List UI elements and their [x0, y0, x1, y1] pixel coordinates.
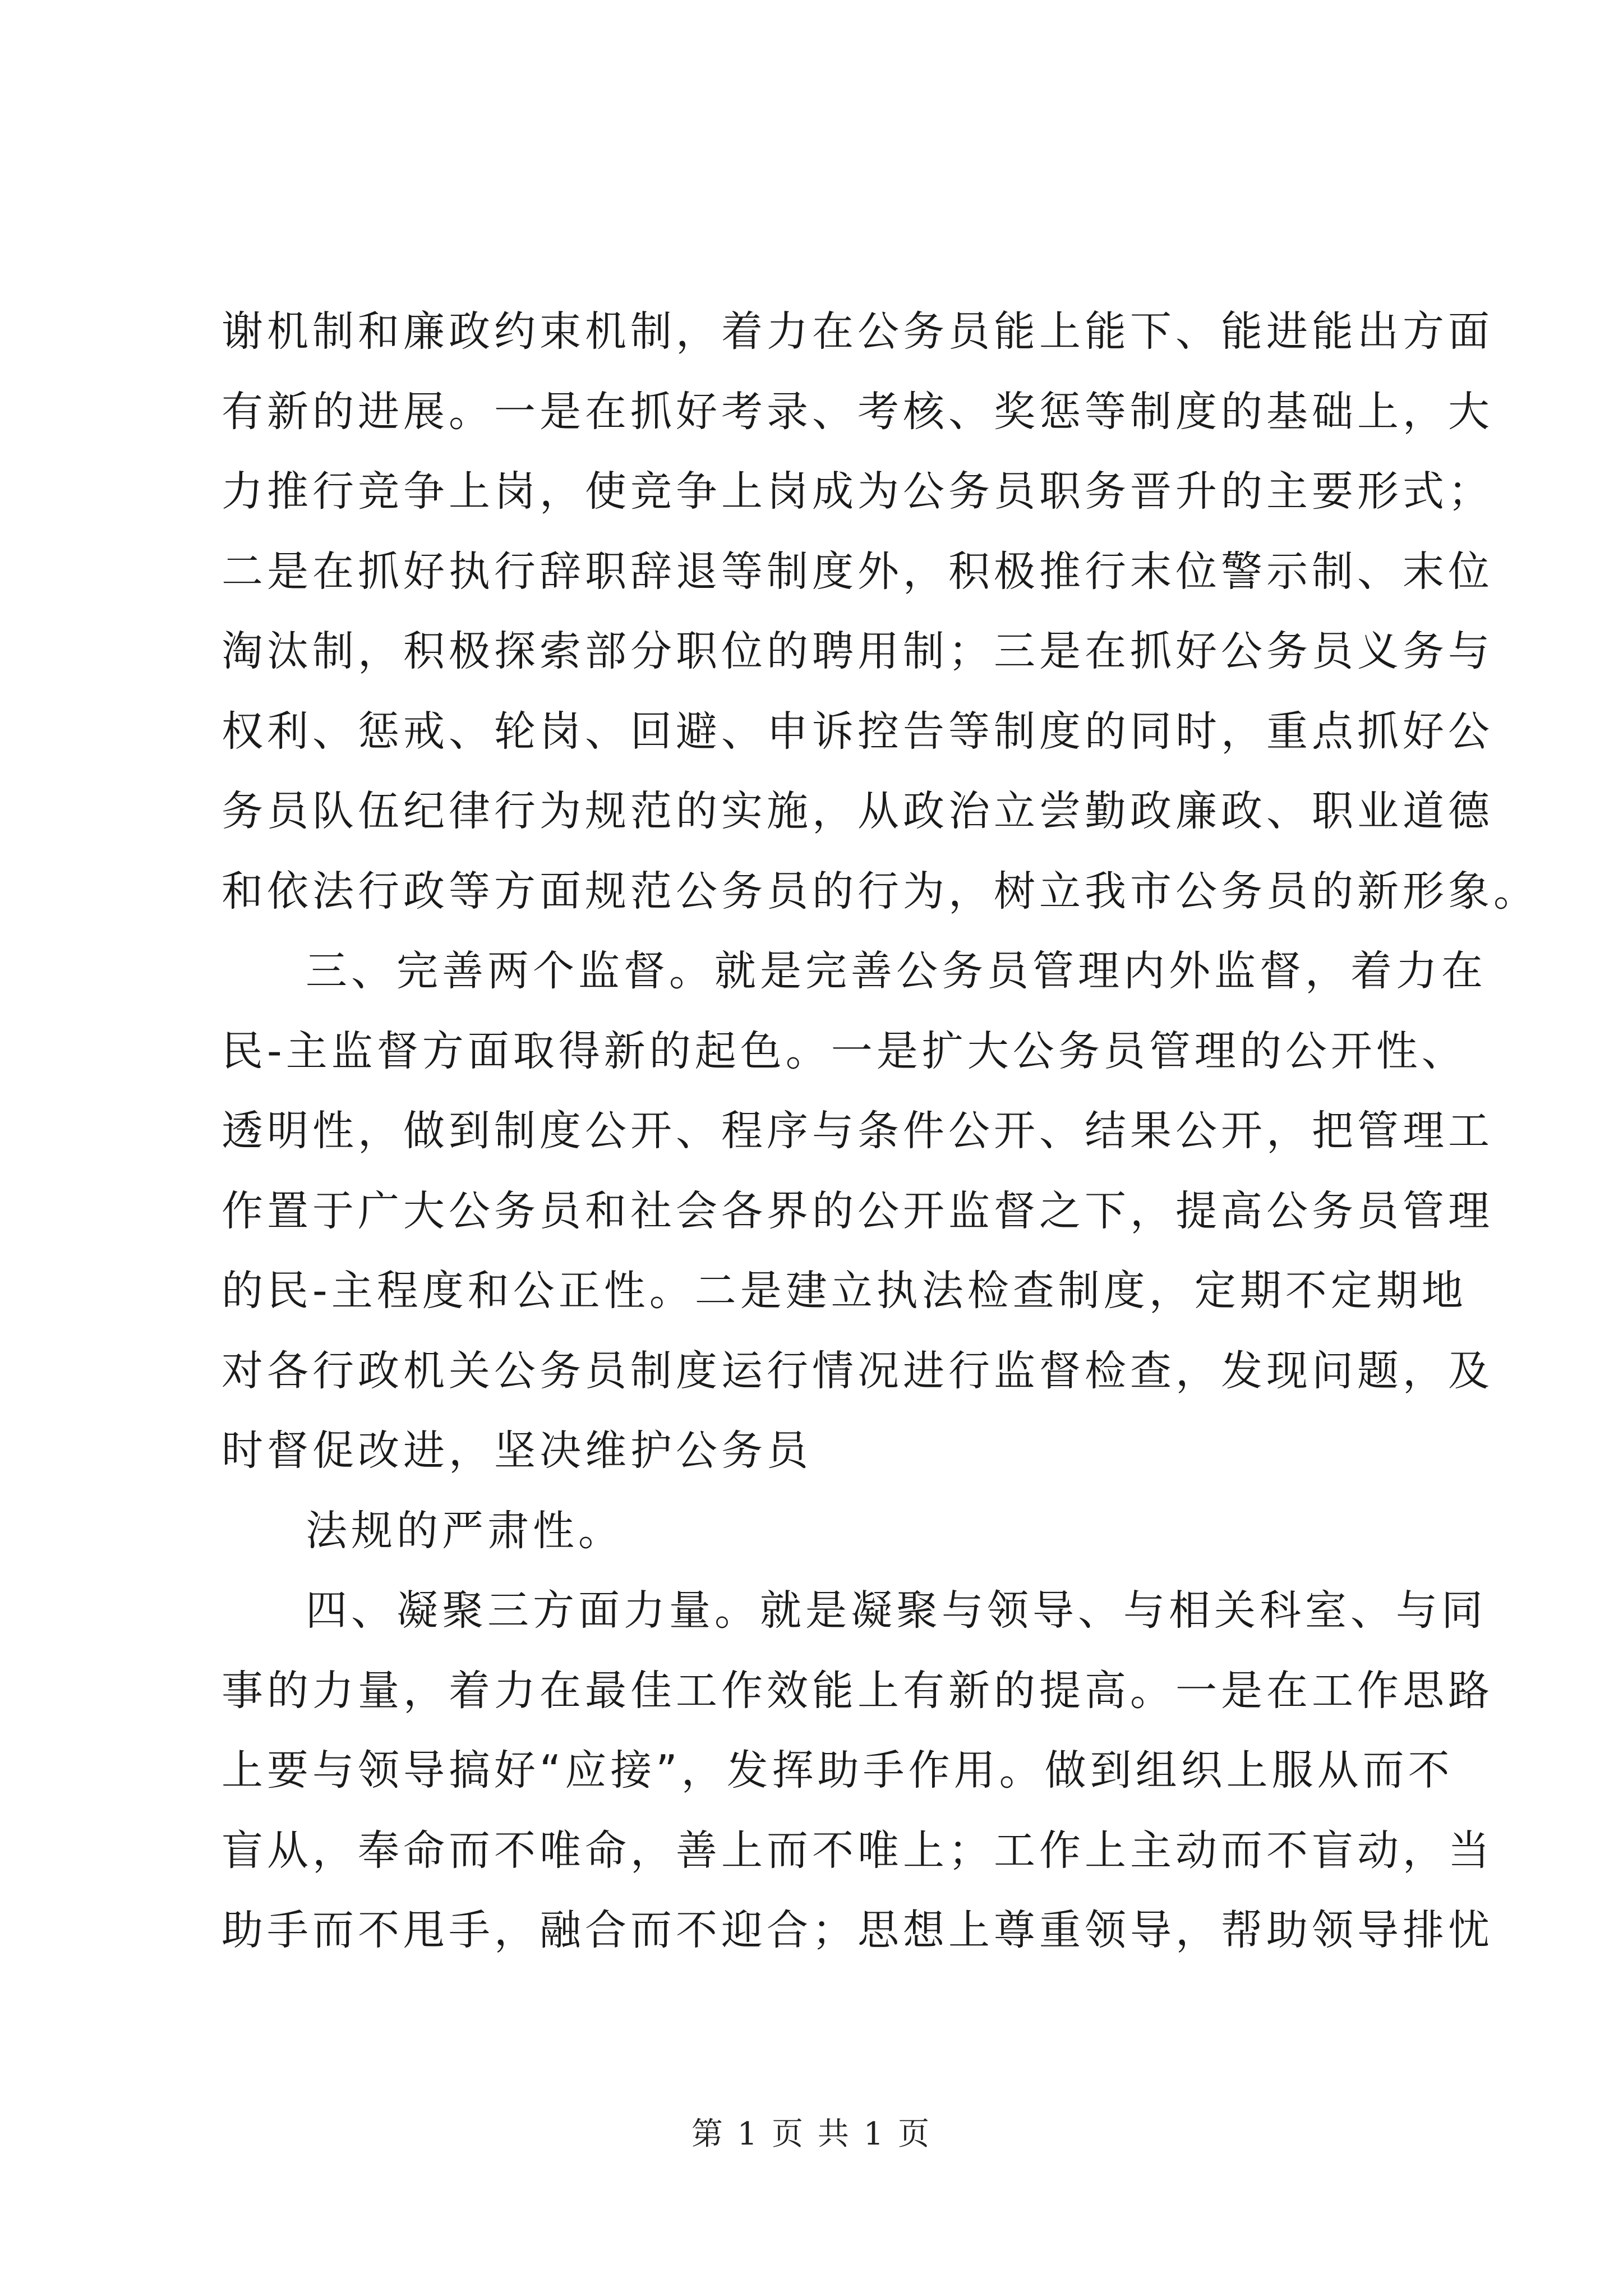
text-line: 的民-主程度和公正性。二是建立执法检查制度，定期不定期地: [222, 1267, 1467, 1315]
text-line: 有新的进展。一是在抓好考录、考核、奖惩等制度的基础上，大: [222, 387, 1493, 436]
text-line: 务员队伍纪律行为规范的实施，从政治立尝勤政廉政、职业道德: [222, 787, 1493, 835]
page-number-footer: 第 1 页 共 1 页: [691, 2116, 932, 2152]
text-line: 盲从，奉命而不唯命，善上而不唯上；工作上主动而不盲动，当: [222, 1826, 1493, 1875]
text-line: 谢机制和廉政约束机制，着力在公务员能上能下、能进能出方面: [222, 307, 1493, 356]
text-line: 法规的严肃性。: [306, 1506, 624, 1555]
text-line: 和依法行政等方面规范公务员的行为，树立我市公务员的新形象。: [222, 867, 1539, 915]
text-line: 对各行政机关公务员制度运行情况进行监督检查，发现问题，及: [222, 1346, 1493, 1395]
text-line: 透明性，做到制度公开、程序与条件公开、结果公开，把管理工: [222, 1107, 1493, 1155]
text-line: 二是在抓好执行辞职辞退等制度外，积极推行末位警示制、末位: [222, 547, 1493, 596]
paragraph-heading-3: 三、完善两个监督。就是完善公务员管理内外监督，着力在: [306, 947, 1487, 995]
text-line: 民-主监督方面取得新的起色。一是扩大公务员管理的公开性、: [222, 1027, 1467, 1075]
text-line: 事的力量，着力在最佳工作效能上有新的提高。一是在工作思路: [222, 1666, 1493, 1715]
text-line: 作置于广大公务员和社会各界的公开监督之下，提高公务员管理: [222, 1186, 1493, 1235]
paragraph-heading-4: 四、凝聚三方面力量。就是凝聚与领导、与相关科室、与同: [306, 1586, 1487, 1635]
document-body: [222, 292, 1539, 1971]
text-line: 淘汰制，积极探索部分职位的聘用制；三是在抓好公务员义务与: [222, 627, 1493, 675]
text-line: 助手而不甩手，融合而不迎合；思想上尊重领导，帮助领导排忧: [222, 1906, 1493, 1954]
text-line: 力推行竞争上岗，使竞争上岗成为公务员职务晋升的主要形式；: [222, 467, 1493, 516]
text-line: 权利、惩戒、轮岗、回避、申诉控告等制度的同时，重点抓好公: [222, 707, 1493, 756]
text-line: 上要与领导搞好“应接”，发挥助手作用。做到组织上服从而不: [222, 1746, 1454, 1795]
text-line: 时督促改进，坚决维护公务员: [222, 1427, 812, 1475]
